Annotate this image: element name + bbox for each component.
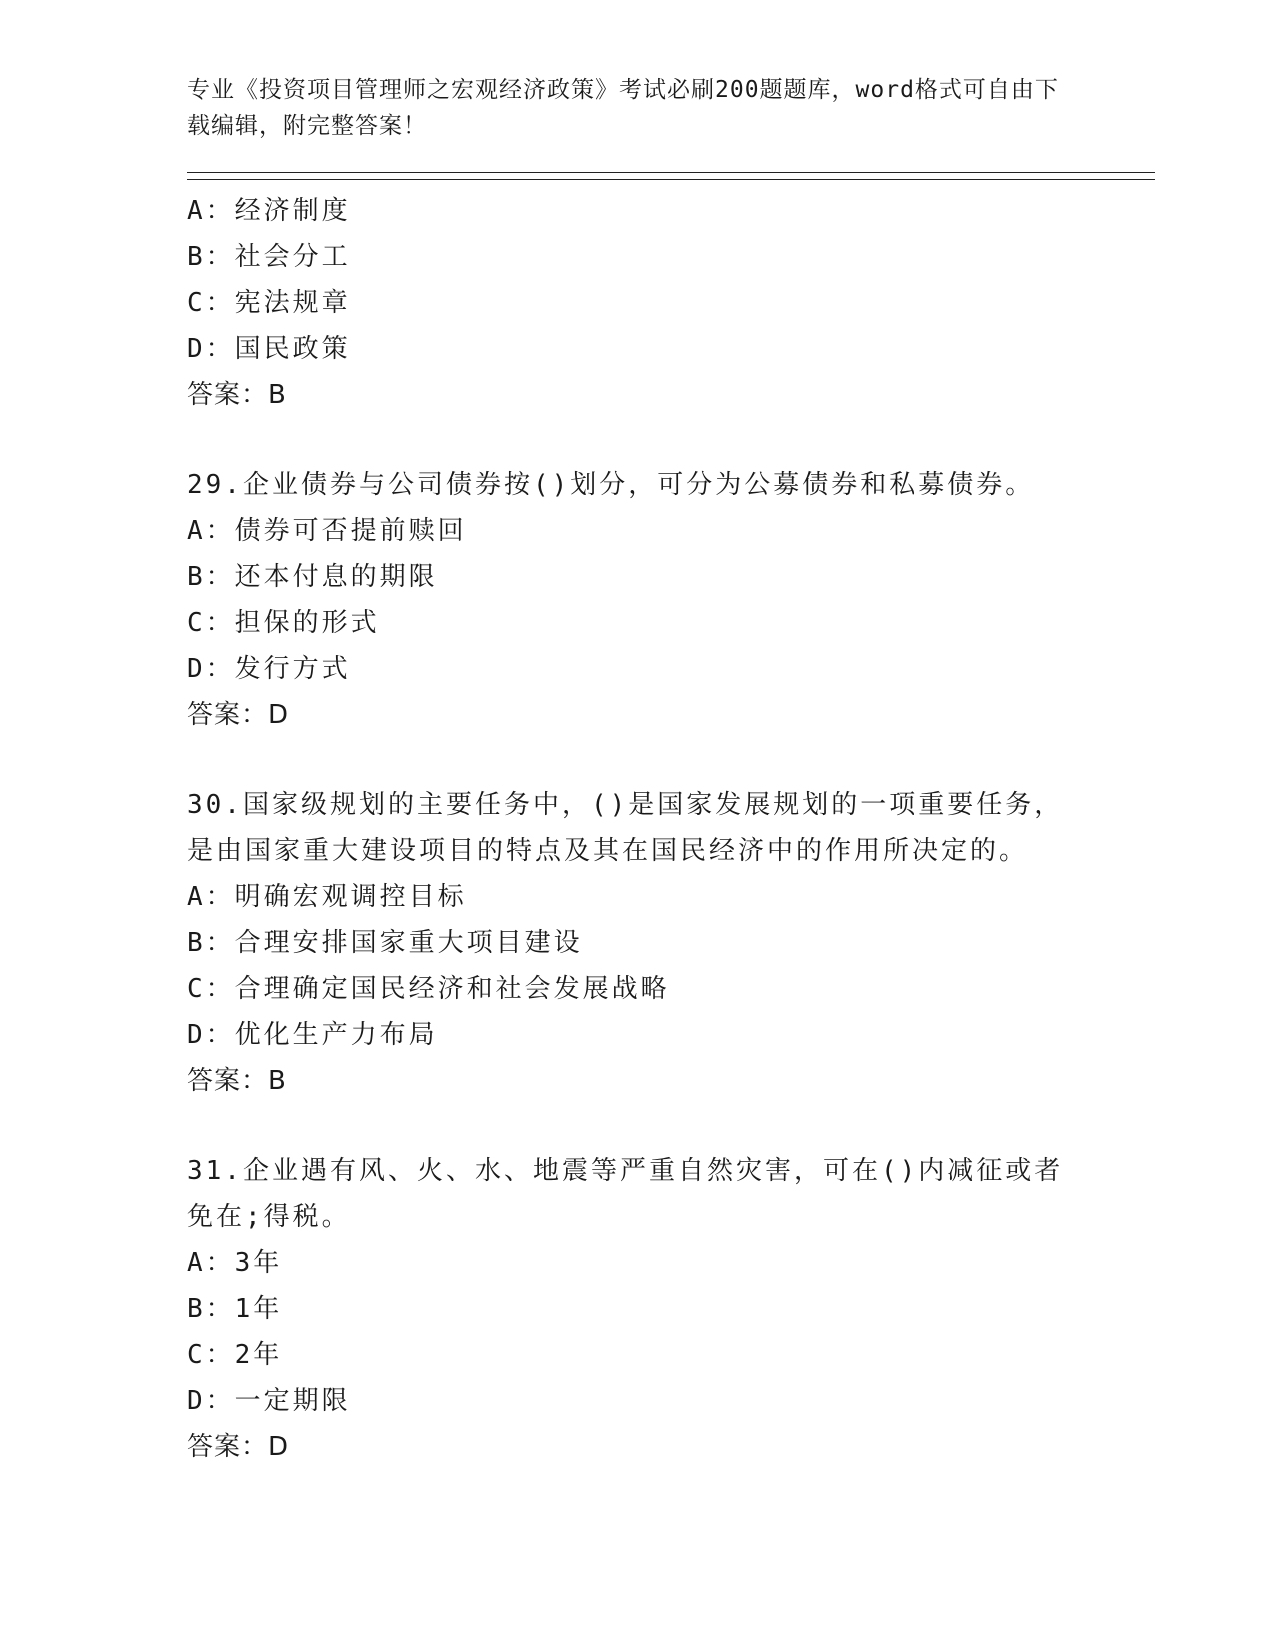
answer: 答案：B [187, 380, 287, 410]
previous-question-options [187, 188, 1155, 418]
option-c: C：担保的形式 [187, 608, 380, 638]
option-d: D：国民政策 [187, 334, 351, 364]
question-stem: 31.企业遇有风、火、水、地震等严重自然灾害，可在()内减征或者免在;得税。 [187, 1156, 1064, 1232]
question-31 [187, 1148, 1155, 1470]
option-b: B：合理安排国家重大项目建设 [187, 928, 583, 958]
option-d: D：一定期限 [187, 1386, 351, 1416]
option-a: A：3年 [187, 1248, 283, 1278]
question-stem: 30.国家级规划的主要任务中，()是国家发展规划的一项重要任务，是由国家重大建设项目的特点及其在国民经济中的作用所决定的。 [187, 790, 1064, 866]
option-b: B：1年 [187, 1294, 283, 1324]
option-c: C：2年 [187, 1340, 283, 1370]
option-c: C：宪法规章 [187, 288, 351, 318]
document-header: 专业《投资项目管理师之宏观经济政策》考试必刷200题题库，word格式可自由下载编辑，附完整答案！ [187, 77, 1059, 139]
option-b: B：还本付息的期限 [187, 562, 438, 592]
option-c: C：合理确定国民经济和社会发展战略 [187, 974, 670, 1004]
question-stem: 29.企业债券与公司债券按()划分，可分为公募债券和私募债券。 [187, 470, 1035, 500]
answer: 答案：B [187, 1066, 287, 1096]
document-page [187, 72, 1155, 1470]
option-a: A：经济制度 [187, 196, 351, 226]
question-29 [187, 462, 1155, 738]
option-d: D：优化生产力布局 [187, 1020, 438, 1050]
question-30 [187, 782, 1155, 1104]
answer: 答案：D [187, 1432, 290, 1462]
header-divider [187, 172, 1155, 180]
option-d: D：发行方式 [187, 654, 351, 684]
option-a: A：债券可否提前赎回 [187, 516, 467, 546]
answer: 答案：D [187, 700, 290, 730]
option-a: A：明确宏观调控目标 [187, 882, 467, 912]
option-b: B：社会分工 [187, 242, 351, 272]
